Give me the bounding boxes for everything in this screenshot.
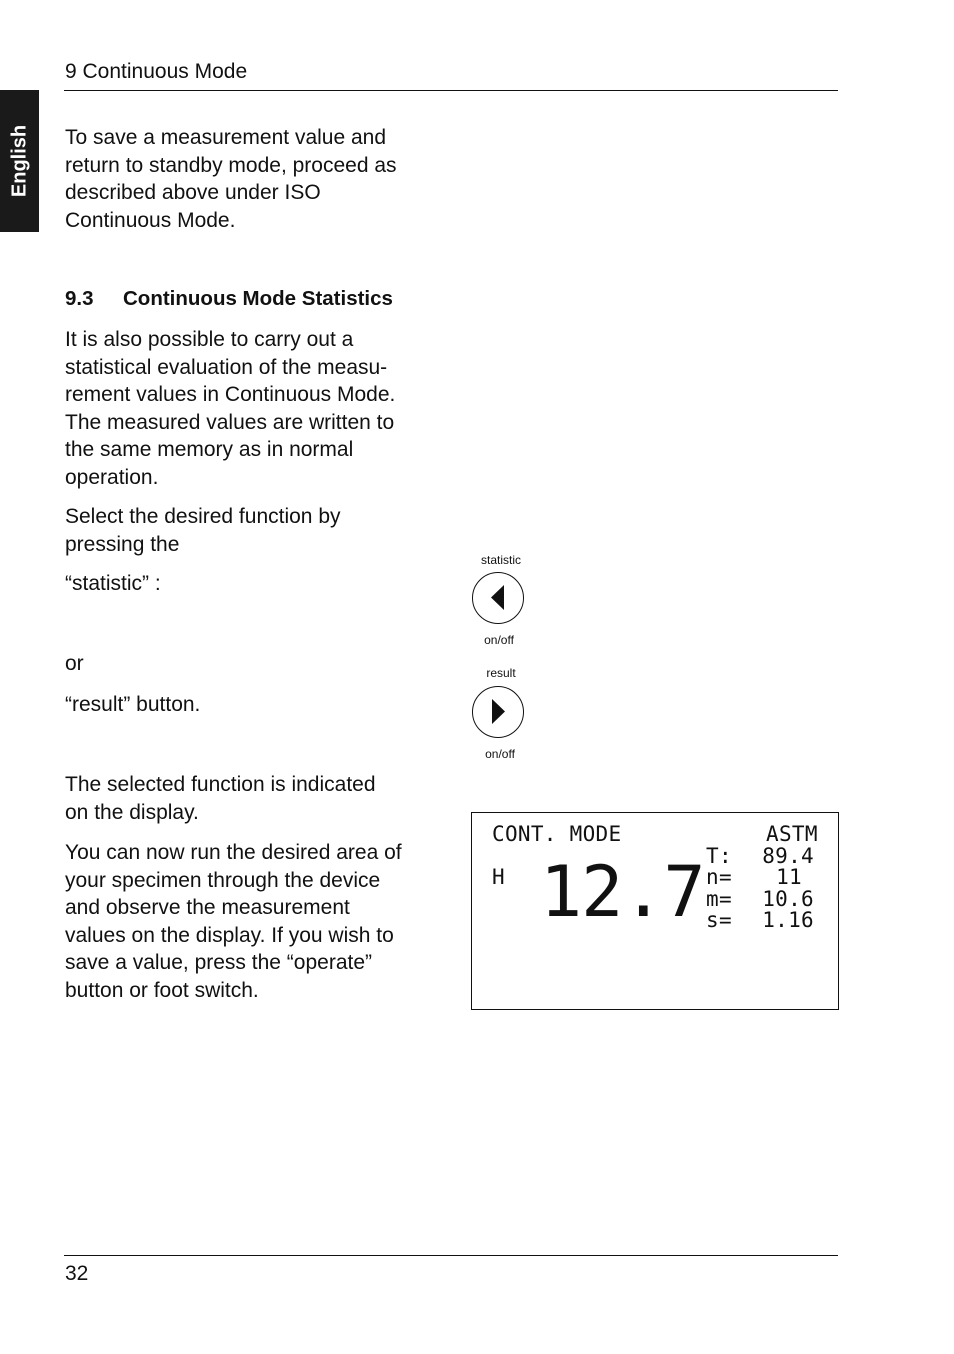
result-button[interactable] bbox=[472, 686, 524, 738]
text-line: described above under ISO bbox=[65, 181, 321, 204]
display-stat-value: 1.16 bbox=[762, 908, 814, 932]
text-line: rement values in Continuous Mode. bbox=[65, 383, 396, 406]
result-button-bottom-label: on/off bbox=[485, 747, 515, 761]
text-line: Select the desired function by bbox=[65, 505, 341, 528]
text-line: Continuous Mode. bbox=[65, 208, 236, 232]
indication-paragraph bbox=[65, 771, 437, 826]
display-mode: CONT. MODE bbox=[492, 822, 622, 846]
triangle-left-icon bbox=[473, 573, 522, 622]
text-line: and observe the measurement bbox=[65, 896, 350, 919]
intro-paragraph bbox=[65, 124, 437, 234]
display-stat-value: 10.6 bbox=[762, 887, 814, 911]
section-number: 9.3 bbox=[65, 287, 94, 310]
header-rule bbox=[64, 90, 838, 91]
language-tab-label: English bbox=[8, 124, 30, 198]
statistics-paragraph bbox=[65, 326, 437, 491]
text-line: your specimen through the device bbox=[65, 868, 381, 892]
statistic-button-top-label: statistic bbox=[480, 553, 521, 567]
text-line: The selected function is indicated bbox=[65, 773, 376, 796]
display-stat-value: 89.4 bbox=[762, 844, 814, 868]
operation-paragraph bbox=[65, 839, 437, 1004]
text-line: It is also possible to carry out a bbox=[65, 328, 354, 351]
or-text: or bbox=[65, 652, 84, 675]
lcd-display bbox=[471, 812, 839, 1010]
statistic-button[interactable] bbox=[472, 572, 524, 624]
display-main-value: 12.7 bbox=[540, 851, 705, 933]
text-line: on the display. bbox=[65, 800, 199, 824]
text-line: button or foot switch. bbox=[65, 978, 259, 1002]
text-line: You can now run the desired area of bbox=[65, 841, 402, 864]
section-heading bbox=[65, 287, 393, 311]
select-function-paragraph bbox=[65, 503, 437, 558]
section-title: Continuous Mode Statistics bbox=[123, 287, 393, 310]
footer-rule bbox=[64, 1255, 838, 1256]
chapter-header: 9 Continuous Mode bbox=[65, 60, 248, 83]
display-stat-label: s= bbox=[706, 908, 732, 932]
display-stat-label: n= bbox=[706, 865, 732, 889]
statistic-text: “statistic” : bbox=[65, 572, 161, 595]
display-stat-label: T: bbox=[706, 844, 732, 868]
result-text: “result” button. bbox=[65, 693, 201, 716]
text-line: To save a measurement value and bbox=[65, 126, 387, 149]
result-button-top-label: result bbox=[486, 666, 516, 680]
display-stat-label: m= bbox=[706, 887, 732, 911]
text-line: operation. bbox=[65, 465, 159, 489]
text-line: the same memory as in normal bbox=[65, 438, 354, 461]
language-tab bbox=[0, 90, 39, 232]
page-number: 32 bbox=[65, 1262, 89, 1285]
text-line: pressing the bbox=[65, 532, 180, 556]
text-line: save a value, press the “operate” bbox=[65, 951, 373, 974]
display-stat-value: 11 bbox=[776, 865, 802, 889]
statistic-button-bottom-label: on/off bbox=[484, 633, 514, 647]
text-line: statistical evaluation of the measu- bbox=[65, 355, 388, 379]
display-unit-letter: H bbox=[492, 865, 505, 889]
text-line: values on the display. If you wish to bbox=[65, 923, 394, 947]
text-line: return to standby mode, proceed as bbox=[65, 153, 397, 177]
triangle-right-icon bbox=[473, 687, 522, 736]
display-standard: ASTM bbox=[766, 822, 818, 846]
text-line: The measured values are written to bbox=[65, 410, 395, 434]
